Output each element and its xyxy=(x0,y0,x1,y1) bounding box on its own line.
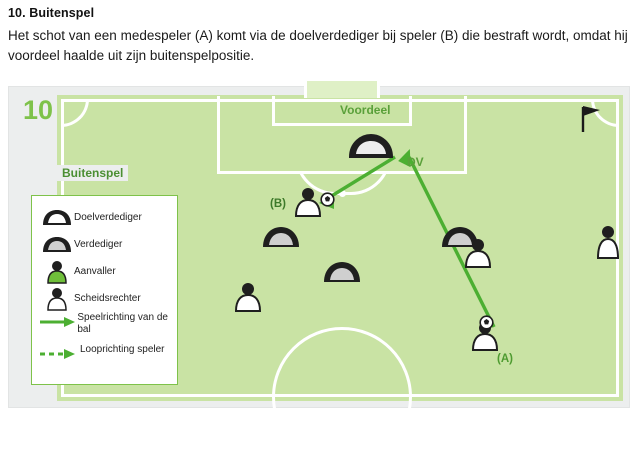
legend-label: Aanvaller xyxy=(74,265,116,277)
goalkeeper-icon xyxy=(40,209,74,226)
label-dv: DV xyxy=(407,155,424,169)
dashed-arrow-icon xyxy=(40,344,80,360)
player-defender-center xyxy=(322,260,362,284)
solid-arrow-icon xyxy=(40,312,77,328)
legend-item-ball-direction xyxy=(32,312,177,344)
player-b-attacker xyxy=(295,187,321,217)
legend-item-defender xyxy=(32,231,177,258)
legend-item-attacker xyxy=(32,258,177,285)
diagram-container xyxy=(8,86,630,408)
legend-label: Doelverdediger xyxy=(74,211,142,223)
legend-item-referee xyxy=(32,285,177,312)
ball-near-b xyxy=(320,192,335,207)
player-goalkeeper xyxy=(348,133,394,159)
label-player-b: (B) xyxy=(270,198,286,210)
legend-label: Speelrichting van de bal xyxy=(77,312,168,335)
legend-label: Scheidsrechter xyxy=(74,292,141,304)
player-referee xyxy=(597,225,619,259)
diagram-number: 10 xyxy=(23,95,54,125)
referee-icon xyxy=(40,287,74,311)
legend-item-goalkeeper xyxy=(32,204,177,231)
legend-label: Verdediger xyxy=(74,238,123,250)
defender-icon xyxy=(40,236,74,253)
legend-title: Buitenspel xyxy=(57,165,128,181)
intro-paragraph: Het schot van een medespeler (A) komt via de doelverdediger bij speler (B) die bestraft wordt, omdat hij voordeel haalde uit zijn buitenspelpositie. xyxy=(8,28,628,63)
legend-label: Looprichting speler xyxy=(80,344,165,355)
player-defender-left xyxy=(261,225,301,249)
label-voordeel: Voordeel xyxy=(340,103,391,117)
player-lower-left xyxy=(235,282,261,312)
player-attacker-right xyxy=(465,238,491,268)
attacker-icon xyxy=(40,260,74,284)
legend-box xyxy=(31,195,178,385)
label-player-a: (A) xyxy=(497,353,513,365)
ball-near-a xyxy=(479,315,494,330)
page-title: 10. Buitenspel xyxy=(8,6,95,20)
legend-item-run-direction xyxy=(32,344,177,376)
